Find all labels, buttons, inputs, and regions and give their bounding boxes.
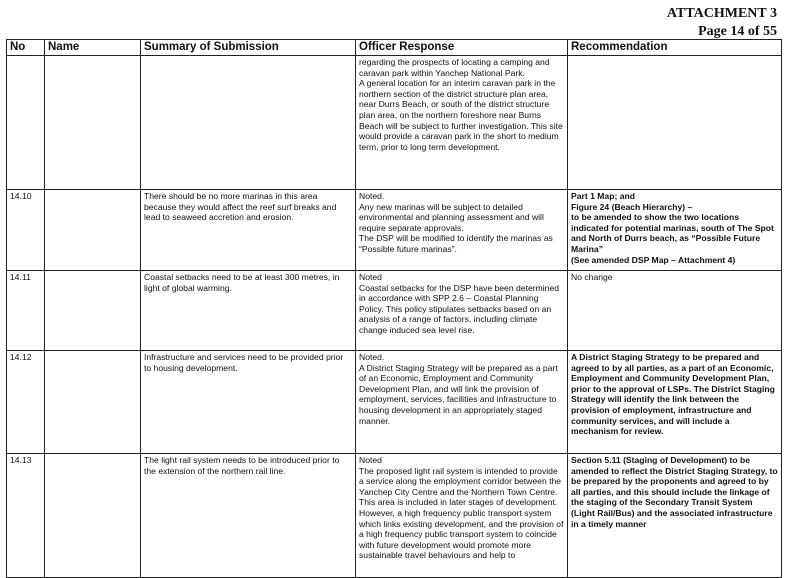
cell-no <box>7 56 45 190</box>
table-row <box>7 190 782 271</box>
cell-summary: The light rail system needs to be introduced prior to the extension of the northern rail line. <box>141 454 356 578</box>
cell-no: 14.11 <box>7 271 45 351</box>
cell-name <box>45 351 141 454</box>
cell-name <box>45 271 141 351</box>
cell-response: Noted Coastal setbacks for the DSP have been determined in accordance with SPP 2.6 – Coastal Planning Policy. This policy stipulates setbacks based on an analysis of a range of factors, including climate change induced sea level rise. <box>356 271 568 351</box>
cell-recommendation: A District Staging Strategy to be prepared and agreed to by all parties, as a part of an Economic, Employment and Community Development Plan, prior to the approval of LSPs. The District Staging Strategy will identify the link between the provision of employment, infrastructure and community services, and will include a mechanism for review. <box>568 351 782 454</box>
attachment-label: ATTACHMENT 3 <box>666 6 777 21</box>
cell-response: Noted. Any new marinas will be subject to detailed environmental and planning assessment and will require separate approvals. The DSP will be modified to identify the marinas as “Possible future marinas”. <box>356 190 568 271</box>
cell-response: Noted The proposed light rail system is intended to provide a service along the employment corridor between the Yanchep City Centre and the Northern Town Centre. This area is included in later stages of development. However, a high frequency public transport system which links existing development, and the provision of a high frequency public transport system to coincide with future development would promote more sustainable travel behaviours and help to <box>356 454 568 578</box>
submissions-table <box>6 39 782 578</box>
cell-summary: Coastal setbacks need to be at least 300 metres, in light of global warming. <box>141 271 356 351</box>
table-row <box>7 351 782 454</box>
table-header-row <box>7 40 782 56</box>
cell-no: 14.13 <box>7 454 45 578</box>
cell-response: Noted. A District Staging Strategy will be prepared as a part of an Economic, Employment and Community Development Plan, and will link the provision of employment, services, facilities and infrastructure to housing development in an appropriately staged manner. <box>356 351 568 454</box>
cell-recommendation: Part 1 Map; and Figure 24 (Beach Hierarchy) – to be amended to show the two locations indicated for potential marinas, south of The Spot and North of Durrs beach, as “Possible Future Marina” (See amended DSP Map – Attachment 4) <box>568 190 782 271</box>
column-header-no: No <box>7 40 45 56</box>
cell-recommendation: No change <box>568 271 782 351</box>
cell-response: regarding the prospects of locating a camping and caravan park within Yanchep National Park. A general location for an interim caravan park in the northern section of the district structure plan area, near Durrs Beach, or south of the district structure plan area, on the northern foreshore near Burns Beach will be subject to further investigation. This site would provide a caravan park in the short to medium term, prior to long term development. <box>356 56 568 190</box>
column-header-summary: Summary of Submission <box>141 40 356 56</box>
cell-no: 14.10 <box>7 190 45 271</box>
table-row <box>7 56 782 190</box>
cell-summary <box>141 56 356 190</box>
column-header-recommendation: Recommendation <box>568 40 782 56</box>
cell-recommendation <box>568 56 782 190</box>
column-header-name: Name <box>45 40 141 56</box>
table-row <box>7 271 782 351</box>
cell-summary: There should be no more marinas in this area because they would affect the reef surf breaks and lead to seaweed accretion and erosion. <box>141 190 356 271</box>
cell-summary: Infrastructure and services need to be provided prior to housing development. <box>141 351 356 454</box>
cell-name <box>45 454 141 578</box>
page-number: Page 14 of 55 <box>698 24 777 39</box>
table-row <box>7 454 782 578</box>
column-header-response: Officer Response <box>356 40 568 56</box>
cell-recommendation: Section 5.11 (Staging of Development) to be amended to reflect the District Staging Strategy, to be prepared by the proponents and agreed to by all parties, and this should include the linkage of the staging of the Secondary Transit System (Light Rail/Bus) and the associated infrastructure in a timely manner <box>568 454 782 578</box>
cell-name <box>45 190 141 271</box>
cell-no: 14.12 <box>7 351 45 454</box>
cell-name <box>45 56 141 190</box>
